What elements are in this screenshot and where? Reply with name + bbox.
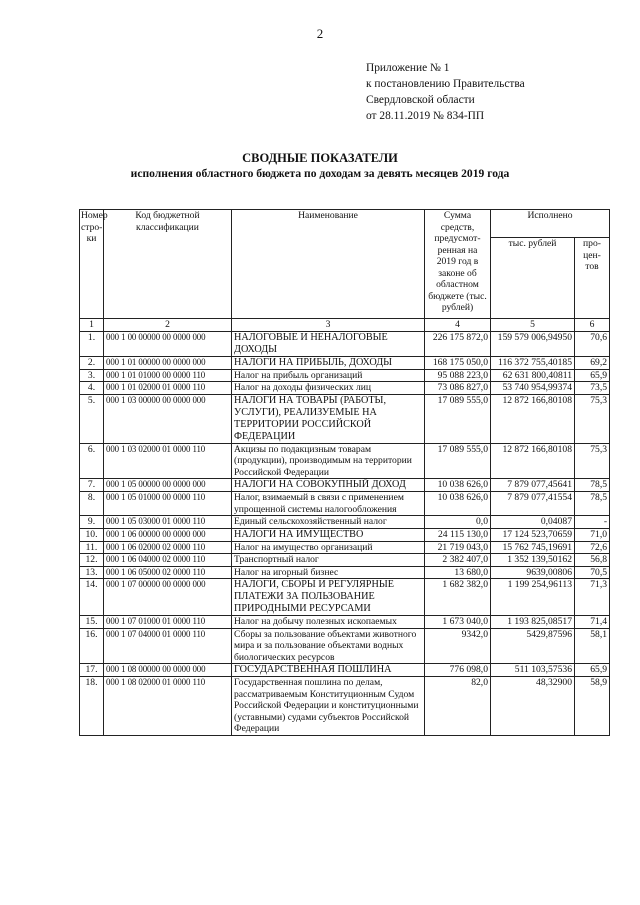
header-executed-pct: про-цен-тов: [575, 238, 610, 319]
row-number: 1.: [80, 331, 104, 356]
row-executed-amount: 1 352 139,50162: [491, 554, 575, 567]
row-executed-amount: 0,04087: [491, 516, 575, 529]
row-number: 9.: [80, 516, 104, 529]
row-code: 000 1 01 02000 01 0000 110: [104, 382, 232, 395]
row-executed-percent: 58,9: [575, 677, 610, 736]
table-row: [80, 677, 610, 736]
row-planned-sum: 168 175 050,0: [425, 356, 491, 369]
table-row: [80, 356, 610, 369]
row-planned-sum: 21 719 043,0: [425, 541, 491, 554]
row-planned-sum: 82,0: [425, 677, 491, 736]
row-name: Налог на доходы физических лиц: [232, 382, 425, 395]
row-executed-percent: 70,5: [575, 566, 610, 579]
row-name: НАЛОГОВЫЕ И НЕНАЛОГОВЫЕ ДОХОДЫ: [232, 331, 425, 356]
row-code: 000 1 00 00000 00 0000 000: [104, 331, 232, 356]
column-index: 2: [104, 319, 232, 332]
table-header-row: [80, 210, 610, 238]
table-row: [80, 331, 610, 356]
page-number: 2: [316, 26, 324, 41]
column-index: 4: [425, 319, 491, 332]
row-executed-percent: 75,3: [575, 443, 610, 479]
row-number: 15.: [80, 616, 104, 629]
row-executed-percent: 78,5: [575, 492, 610, 516]
row-executed-percent: 78,5: [575, 479, 610, 492]
row-number: 3.: [80, 369, 104, 382]
row-name: НАЛОГИ НА СОВОКУПНЫЙ ДОХОД: [232, 479, 425, 492]
row-number: 7.: [80, 479, 104, 492]
row-number: 17.: [80, 664, 104, 677]
row-name: Государственная пошлина по делам, рассматриваемым Конституционным Судом Российской Федерации и конституционными (уставными) судами субъектов Российской Федерации: [232, 677, 425, 736]
table-body: [80, 331, 610, 735]
row-planned-sum: 10 038 626,0: [425, 479, 491, 492]
row-name: НАЛОГИ НА ИМУЩЕСТВО: [232, 528, 425, 541]
row-code: 000 1 06 02000 02 0000 110: [104, 541, 232, 554]
document-subtitle: исполнения областного бюджета по доходам за девять месяцев 2019 года: [130, 167, 510, 180]
row-name: НАЛОГИ, СБОРЫ И РЕГУЛЯРНЫЕ ПЛАТЕЖИ ЗА ПОЛЬЗОВАНИЕ ПРИРОДНЫМИ РЕСУРСАМИ: [232, 579, 425, 616]
header-name: Наименование: [232, 210, 425, 319]
row-executed-amount: 9639,00806: [491, 566, 575, 579]
row-name: НАЛОГИ НА ПРИБЫЛЬ, ДОХОДЫ: [232, 356, 425, 369]
row-executed-percent: 71,0: [575, 528, 610, 541]
row-name: ГОСУДАРСТВЕННАЯ ПОШЛИНА: [232, 664, 425, 677]
row-code: 000 1 03 02000 01 0000 110: [104, 443, 232, 479]
row-planned-sum: 0,0: [425, 516, 491, 529]
revenue-table: [79, 209, 610, 736]
row-executed-percent: 72,6: [575, 541, 610, 554]
row-executed-amount: 62 631 800,40811: [491, 369, 575, 382]
row-executed-amount: 1 193 825,08517: [491, 616, 575, 629]
column-index-row: [80, 319, 610, 332]
column-index: 3: [232, 319, 425, 332]
row-name: Сборы за пользование объектами животного мира и за пользование объектами водных биологических ресурсов: [232, 628, 425, 664]
header-num: Номер стро-ки: [80, 210, 104, 319]
row-code: 000 1 07 01000 01 0000 110: [104, 616, 232, 629]
row-name: Налог на добычу полезных ископаемых: [232, 616, 425, 629]
table-row: [80, 566, 610, 579]
appendix-line: от 28.11.2019 № 834-ПП: [366, 110, 485, 122]
row-code: 000 1 06 05000 02 0000 110: [104, 566, 232, 579]
row-planned-sum: 10 038 626,0: [425, 492, 491, 516]
row-executed-amount: 5429,87596: [491, 628, 575, 664]
row-code: 000 1 05 01000 00 0000 110: [104, 492, 232, 516]
table-row: [80, 394, 610, 443]
row-executed-percent: 73,5: [575, 382, 610, 395]
row-number: 11.: [80, 541, 104, 554]
row-planned-sum: 1 673 040,0: [425, 616, 491, 629]
header-code: Код бюджетной классификации: [104, 210, 232, 319]
row-number: 5.: [80, 394, 104, 443]
row-executed-amount: 7 879 077,41554: [491, 492, 575, 516]
row-number: 16.: [80, 628, 104, 664]
row-code: 000 1 08 00000 00 0000 000: [104, 664, 232, 677]
row-executed-amount: 12 872 166,80108: [491, 394, 575, 443]
row-name: Налог, взимаемый в связи с применением упрощенной системы налогообложения: [232, 492, 425, 516]
row-executed-amount: 17 124 523,70659: [491, 528, 575, 541]
row-number: 6.: [80, 443, 104, 479]
row-code: 000 1 01 00000 00 0000 000: [104, 356, 232, 369]
row-code: 000 1 05 03000 01 0000 110: [104, 516, 232, 529]
row-name: Налог на прибыль организаций: [232, 369, 425, 382]
document-title: СВОДНЫЕ ПОКАЗАТЕЛИ: [242, 151, 398, 165]
table-row: [80, 516, 610, 529]
row-name: Налог на имущество организаций: [232, 541, 425, 554]
row-number: 10.: [80, 528, 104, 541]
table-row: [80, 443, 610, 479]
row-planned-sum: 2 382 407,0: [425, 554, 491, 567]
row-executed-amount: 159 579 006,94950: [491, 331, 575, 356]
row-executed-percent: 69,2: [575, 356, 610, 369]
row-name: Транспортный налог: [232, 554, 425, 567]
row-code: 000 1 07 04000 01 0000 110: [104, 628, 232, 664]
row-planned-sum: 73 086 827,0: [425, 382, 491, 395]
row-number: 12.: [80, 554, 104, 567]
column-index: 5: [491, 319, 575, 332]
row-executed-percent: 65,9: [575, 369, 610, 382]
appendix-block: [366, 60, 525, 124]
row-number: 14.: [80, 579, 104, 616]
row-code: 000 1 06 00000 00 0000 000: [104, 528, 232, 541]
row-executed-amount: 15 762 745,19691: [491, 541, 575, 554]
row-planned-sum: 776 098,0: [425, 664, 491, 677]
appendix-line: Свердловской области: [366, 94, 475, 106]
row-number: 13.: [80, 566, 104, 579]
table-row: [80, 382, 610, 395]
row-planned-sum: 95 088 223,0: [425, 369, 491, 382]
row-name: Единый сельскохозяйственный налог: [232, 516, 425, 529]
row-planned-sum: 17 089 555,0: [425, 443, 491, 479]
table-row: [80, 616, 610, 629]
row-executed-percent: 71,3: [575, 579, 610, 616]
appendix-line: к постановлению Правительства: [366, 78, 525, 90]
table-row: [80, 492, 610, 516]
row-name: Налог на игорный бизнес: [232, 566, 425, 579]
column-index: 1: [80, 319, 104, 332]
row-code: 000 1 03 00000 00 0000 000: [104, 394, 232, 443]
row-planned-sum: 9342,0: [425, 628, 491, 664]
row-code: 000 1 01 01000 00 0000 110: [104, 369, 232, 382]
row-planned-sum: 17 089 555,0: [425, 394, 491, 443]
document-title-block: [0, 150, 640, 182]
header-sum: Сумма средств, предусмот-ренная на 2019 год в законе об областном бюджете (тыс. рублей): [425, 210, 491, 319]
row-executed-amount: 48,32900: [491, 677, 575, 736]
table-row: [80, 479, 610, 492]
table-row: [80, 528, 610, 541]
row-executed-percent: 65,9: [575, 664, 610, 677]
row-executed-amount: 511 103,57536: [491, 664, 575, 677]
row-executed-amount: 7 879 077,45641: [491, 479, 575, 492]
row-executed-amount: 116 372 755,40185: [491, 356, 575, 369]
row-code: 000 1 08 02000 01 0000 110: [104, 677, 232, 736]
row-planned-sum: 24 115 130,0: [425, 528, 491, 541]
row-executed-percent: 70,6: [575, 331, 610, 356]
row-executed-amount: 1 199 254,96113: [491, 579, 575, 616]
row-number: 4.: [80, 382, 104, 395]
row-name: Акцизы по подакцизным товарам (продукции), производимым на территории Российской Федерации: [232, 443, 425, 479]
row-executed-percent: 56,8: [575, 554, 610, 567]
row-number: 18.: [80, 677, 104, 736]
column-index: 6: [575, 319, 610, 332]
header-executed-rub: тыс. рублей: [491, 238, 575, 319]
table-row: [80, 628, 610, 664]
table-row: [80, 541, 610, 554]
table-row: [80, 369, 610, 382]
row-executed-percent: 71,4: [575, 616, 610, 629]
header-executed: Исполнено: [491, 210, 610, 238]
row-code: 000 1 06 04000 02 0000 110: [104, 554, 232, 567]
row-code: 000 1 05 00000 00 0000 000: [104, 479, 232, 492]
row-planned-sum: 226 175 872,0: [425, 331, 491, 356]
row-executed-percent: 75,3: [575, 394, 610, 443]
row-executed-percent: 58,1: [575, 628, 610, 664]
row-executed-percent: -: [575, 516, 610, 529]
row-planned-sum: 13 680,0: [425, 566, 491, 579]
row-planned-sum: 1 682 382,0: [425, 579, 491, 616]
appendix-line: Приложение № 1: [366, 62, 450, 74]
row-executed-amount: 53 740 954,99374: [491, 382, 575, 395]
row-executed-amount: 12 872 166,80108: [491, 443, 575, 479]
row-number: 8.: [80, 492, 104, 516]
row-code: 000 1 07 00000 00 0000 000: [104, 579, 232, 616]
row-name: НАЛОГИ НА ТОВАРЫ (РАБОТЫ, УСЛУГИ), РЕАЛИЗУЕМЫЕ НА ТЕРРИТОРИИ РОССИЙСКОЙ ФЕДЕРАЦИИ: [232, 394, 425, 443]
table-row: [80, 664, 610, 677]
table-row: [80, 579, 610, 616]
table-row: [80, 554, 610, 567]
row-number: 2.: [80, 356, 104, 369]
